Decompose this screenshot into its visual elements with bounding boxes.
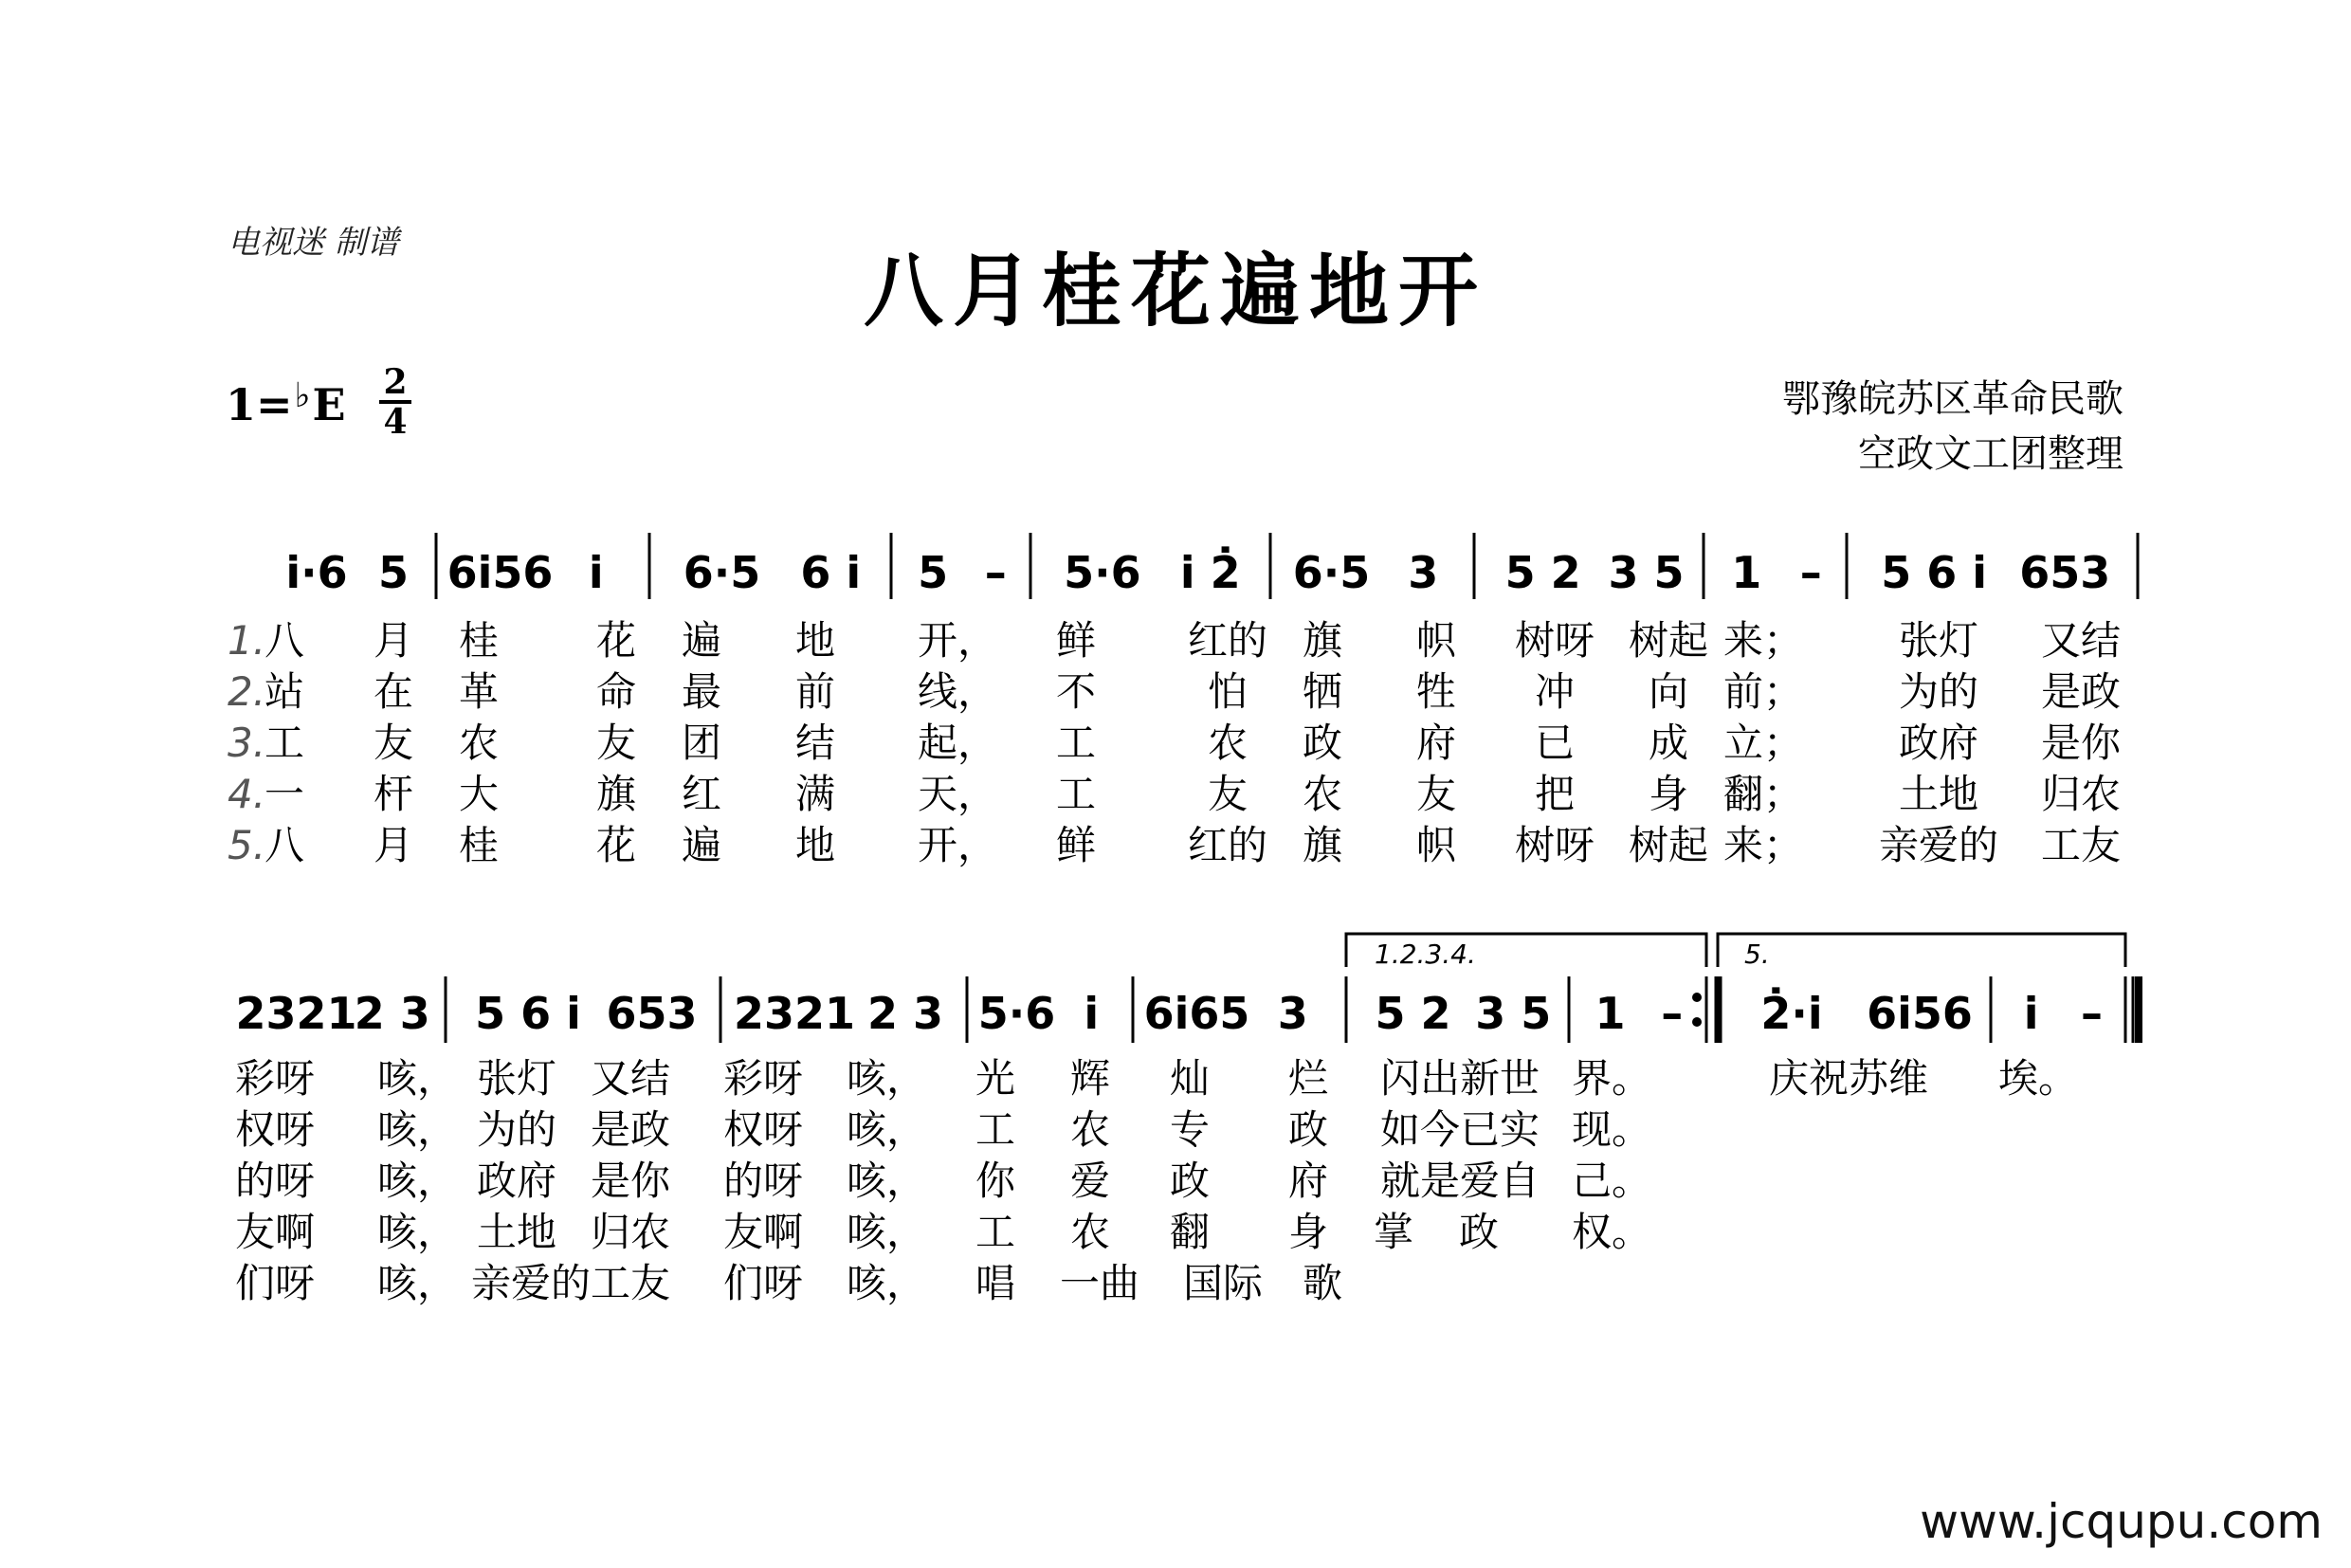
lyric-syllable: 张灯 — [476, 1055, 557, 1102]
origin-line-1: 鄂豫皖苏区革命民歌 — [1782, 377, 2123, 421]
lyric-syllable: 的呀 — [722, 1158, 804, 1204]
lyric-syllable: 大 — [458, 771, 500, 817]
note-group: 653 — [2019, 547, 2111, 598]
lyric-syllable: 团 — [681, 720, 722, 766]
meter-numerator: 2 — [383, 362, 408, 402]
note-group: 2̇·i̇ — [1760, 988, 1823, 1039]
lyric-syllable: 是政 — [590, 1106, 671, 1153]
note-group: 5 — [377, 547, 410, 598]
lyric-syllable: 遍 — [681, 617, 722, 664]
note-group: 5 6 i̇ — [1881, 547, 1988, 598]
lyric-syllable: 成 — [1648, 720, 1689, 766]
lyric-syllable: 一曲 — [1059, 1260, 1140, 1306]
note-group: 1 — [1731, 547, 1762, 598]
lyric-syllable: 最 — [681, 668, 722, 715]
lyric-syllable: 咳， — [846, 1055, 927, 1102]
lyric-syllable: 向 — [1648, 668, 1689, 715]
lyric-syllable: 工 — [975, 1209, 1016, 1255]
lyric-syllable: 光 — [975, 1055, 1016, 1102]
lyric-syllable: 咳， — [376, 1055, 458, 1102]
note-group: 3 5 — [1475, 988, 1552, 1039]
verse-number: 3. — [228, 720, 266, 766]
note-group: 6 i̇ — [800, 547, 862, 598]
arranger-credit: 电视迷 制谱 — [228, 224, 399, 262]
lyric-syllable: 鲜 — [1055, 617, 1097, 664]
verse-number: 2. — [228, 668, 266, 715]
origin-line-2: 空政文工团整理 — [1858, 432, 2123, 476]
lyric-syllable: 政 — [1287, 1106, 1329, 1153]
lyric-syllable: 旗 — [1302, 617, 1343, 664]
note-group: – — [1799, 547, 1822, 598]
lyric-syllable: 花 — [595, 822, 637, 868]
lyric-syllable: 你 — [975, 1158, 1016, 1204]
lyric-syllable: 命 — [595, 668, 637, 715]
lyric-syllable: 不 — [1055, 668, 1097, 715]
lyric-syllable: 是你 — [2040, 720, 2122, 766]
note-group: i̇ — [1084, 988, 1100, 1039]
lyric-syllable: 农 — [458, 720, 500, 766]
verse-number: 5. — [228, 822, 266, 868]
lyric-syllable: 树呀 — [1514, 617, 1595, 664]
lyric-syllable: 身 — [1648, 771, 1689, 817]
lyric-syllable: 歌 — [1302, 1260, 1343, 1306]
lyric-syllable: 亲爱的 — [470, 1260, 592, 1306]
lyric-syllable: 府 — [1287, 1158, 1329, 1204]
note-group: 5 — [918, 547, 949, 598]
lyric-syllable: 帜 — [1415, 822, 1457, 868]
note-group: 3 — [1277, 988, 1308, 1039]
lyric-syllable: 咳， — [846, 1158, 927, 1204]
lyric-syllable: 彩呀 — [722, 1055, 804, 1102]
lyric-syllable: 开， — [917, 617, 998, 664]
lyric-syllable: 咳， — [846, 1106, 927, 1153]
lyric-syllable: 归农 — [2040, 771, 2122, 817]
lyric-syllable: 权呀 — [234, 1106, 316, 1153]
lyric-syllable: 是你 — [590, 1158, 671, 1204]
lyric-syllable: 咳， — [376, 1158, 458, 1204]
lyric-syllable: 杆 — [373, 771, 414, 817]
lyric-syllable: 花 — [595, 617, 637, 664]
lyric-syllable: 闪出新世 — [1379, 1055, 1540, 1102]
lyric-syllable: 月 — [373, 617, 414, 664]
lyric-syllable: 翻； — [1722, 771, 1804, 817]
lyric-syllable: 咳， — [376, 1260, 458, 1306]
lyric-syllable: 友啊 — [722, 1209, 804, 1255]
note-group: – — [1661, 988, 1684, 1039]
note-group: 6i̇56 — [447, 547, 554, 598]
lyric-syllable: 旗 — [595, 771, 637, 817]
lyric-syllable: 来； — [1722, 822, 1804, 868]
lyric-syllable: 站 — [264, 668, 305, 715]
lyric-syllable: 彩呀 — [234, 1055, 316, 1102]
volta-label-2: 5. — [1744, 939, 1770, 970]
lyric-syllable: 工 — [264, 720, 305, 766]
key-note: E — [312, 379, 346, 430]
lyric-syllable: 为的 — [476, 1106, 557, 1153]
lyric-syllable: 桂 — [458, 617, 500, 664]
lyric-syllable: 咳， — [376, 1209, 458, 1255]
lyric-syllable: 在 — [373, 668, 414, 715]
lyric-syllable: 界。 — [1571, 1055, 1652, 1102]
lyric-syllable: 唱 — [975, 1260, 1016, 1306]
note-group: – — [2081, 988, 2103, 1039]
verse-number: 4. — [228, 771, 266, 817]
lyric-syllable: 开， — [917, 822, 998, 868]
system2-lyrics — [235, 1055, 2078, 1306]
lyric-syllable: 前； — [1722, 668, 1804, 715]
lyric-syllable: 咳， — [376, 1106, 458, 1153]
lyric-syllable: 爱 — [1069, 1158, 1111, 1204]
note-group: 6i̇65 — [1143, 988, 1250, 1039]
lyric-syllable: 友啊 — [234, 1209, 316, 1255]
lyric-syllable: 红的 — [1187, 617, 1268, 664]
system2-notes — [235, 987, 2103, 1039]
lyric-syllable: 辉 — [1069, 1055, 1111, 1102]
lyric-syllable: 立； — [1722, 720, 1804, 766]
lyric-syllable: 咳， — [846, 1209, 927, 1255]
lyric-syllable: 工 — [975, 1106, 1016, 1153]
lyric-syllable: 就是爱自 — [1379, 1158, 1540, 1204]
lyric-syllable: 红的 — [1187, 822, 1268, 868]
lyric-syllable: 庆祝苏维 — [1768, 1055, 1929, 1102]
note-group: 5·6 — [1064, 547, 1141, 598]
lyric-syllable: 咳， — [846, 1260, 927, 1306]
lyric-syllable: 烂 — [1287, 1055, 1329, 1102]
lyric-syllable: 又结 — [2040, 617, 2122, 664]
lyric-syllable: 线， — [917, 668, 998, 715]
lyric-syllable: 翻 — [1169, 1209, 1211, 1255]
lyric-syllable: 工 — [1055, 720, 1097, 766]
lyric-syllable: 树呀 — [1514, 822, 1595, 868]
lyric-syllable: 冲 — [1534, 668, 1576, 715]
note-group: 5 6 i̇ — [475, 988, 581, 1039]
note-group: 653 — [606, 988, 698, 1039]
lyric-syllable: 土地 — [476, 1209, 557, 1255]
note-group: 6·5 — [1292, 547, 1371, 598]
lyric-syllable: 友 — [595, 720, 637, 766]
lyric-syllable: 农 — [1207, 720, 1248, 766]
meter-denominator: 4 — [383, 402, 408, 442]
lyric-syllable: 天， — [917, 771, 998, 817]
note-group: 2321 — [733, 988, 856, 1039]
verse-number: 1. — [228, 617, 266, 664]
volta-label-1: 1.2.3.4. — [1375, 939, 1476, 970]
note-group: 2 3 — [866, 988, 944, 1039]
lyric-syllable: 怕 — [1207, 668, 1248, 715]
lyric-syllable: 前 — [794, 668, 836, 715]
lyric-syllable: 亲爱的 — [1878, 822, 1999, 868]
lyric-syllable: 旗 — [1302, 822, 1343, 868]
lyric-syllable: 政府 — [1898, 720, 1979, 766]
lyric-syllable: 们呀 — [234, 1260, 316, 1306]
note-group: 5 2 — [1504, 547, 1581, 598]
flat-sign: ♭ — [294, 375, 311, 415]
lyric-syllable: 一 — [264, 771, 305, 817]
lyric-syllable: 是政 — [2040, 668, 2122, 715]
lyric-syllable: 红 — [681, 771, 722, 817]
lyric-syllable: 月 — [373, 822, 414, 868]
note-group: i̇ 2̇ — [1179, 547, 1241, 598]
lyric-syllable: 灿 — [1169, 1055, 1211, 1102]
lyric-syllable: 政府 — [476, 1158, 557, 1204]
lyric-syllable: 桂 — [458, 822, 500, 868]
lyric-syllable: 府 — [1415, 720, 1457, 766]
lyric-syllable: 起， — [917, 720, 998, 766]
lyric-syllable: 们呀 — [722, 1260, 804, 1306]
system1-lyrics — [228, 617, 2122, 868]
repeat-dot — [1692, 993, 1702, 1002]
volta-brackets — [1346, 934, 2125, 970]
lyric-syllable: 牺 — [1302, 668, 1343, 715]
lyric-syllable: 八 — [264, 822, 305, 868]
system1-notes — [285, 546, 2110, 598]
note-group: 3 — [1408, 547, 1439, 598]
note-group: i̇ — [2023, 988, 2039, 1039]
note-group: 5·6 — [977, 988, 1056, 1039]
lyric-syllable: 权。 — [1571, 1209, 1652, 1255]
lyric-syllable: 农 — [1069, 1106, 1111, 1153]
lyric-syllable: 结 — [794, 720, 836, 766]
lyric-syllable: 政 — [1458, 1209, 1500, 1255]
lyric-syllable: 来； — [1722, 617, 1804, 664]
lyric-syllable: 工友 — [2040, 822, 2122, 868]
note-group: 6·5 — [683, 547, 761, 598]
lyric-syllable: 埃。 — [1997, 1055, 2079, 1102]
note-group: 5 2 — [1375, 988, 1451, 1039]
lyric-syllable: 如今已实 — [1379, 1106, 1540, 1153]
lyric-syllable: 的呀 — [234, 1158, 316, 1204]
lyric-syllable: 土地 — [1898, 771, 1979, 817]
note-group: 3 5 — [1608, 547, 1685, 598]
lyric-syllable: 己。 — [1571, 1158, 1652, 1204]
lyric-syllable: 权呀 — [722, 1106, 804, 1153]
lyric-syllable: 归农 — [590, 1209, 671, 1255]
lyric-syllable: 八 — [264, 617, 305, 664]
lyric-syllable: 友 — [373, 720, 414, 766]
lyric-syllable: 国际 — [1182, 1260, 1264, 1306]
note-group: – — [984, 547, 1007, 598]
lyric-syllable: 工友 — [590, 1260, 671, 1306]
lyric-syllable: 农 — [1069, 1209, 1111, 1255]
lyric-syllable: 身 — [1287, 1209, 1329, 1255]
lyric-syllable: 掌 — [1373, 1209, 1414, 1255]
site-watermark: www.jcqupu.com — [1920, 1494, 2323, 1549]
lyric-syllable: 为的 — [1898, 668, 1979, 715]
song-title: 八月桂花遍地开 — [863, 244, 1487, 337]
lyric-syllable: 遍 — [681, 822, 722, 868]
note-group: 1 — [1595, 988, 1626, 1039]
lyric-syllable: 满 — [794, 771, 836, 817]
repeat-dot — [1692, 1017, 1702, 1027]
lyric-syllable: 农 — [1302, 771, 1343, 817]
note-group: 2321 — [235, 988, 357, 1039]
note-group: 6i̇56 — [1867, 988, 1973, 1039]
lyric-syllable: 把 — [1534, 771, 1576, 817]
note-group: i̇ — [588, 547, 604, 598]
lyric-syllable: 革 — [458, 668, 500, 715]
lyric-syllable: 树起 — [1628, 822, 1709, 868]
lyric-syllable: 友 — [1415, 771, 1457, 817]
lyric-syllable: 又结 — [590, 1055, 671, 1102]
lyric-syllable: 牲 — [1415, 668, 1457, 715]
lyric-syllable: 工 — [1055, 771, 1097, 817]
lyric-syllable: 地 — [794, 617, 836, 664]
note-group: i̇·6 — [285, 547, 348, 598]
lyric-syllable: 政 — [1169, 1158, 1211, 1204]
lyric-syllable: 政 — [1302, 720, 1343, 766]
lyric-syllable: 现。 — [1571, 1106, 1652, 1153]
lyric-syllable: 地 — [794, 822, 836, 868]
volta-bracket-2 — [1718, 934, 2125, 967]
lyric-syllable: 树起 — [1628, 617, 1709, 664]
note-group: 2 3 — [354, 988, 430, 1039]
lyric-syllable: 鲜 — [1055, 822, 1097, 868]
lyric-syllable: 友 — [1207, 771, 1248, 817]
lyric-syllable: 帜 — [1415, 617, 1457, 664]
lyric-syllable: 张灯 — [1898, 617, 1979, 664]
key-prefix: 1= — [226, 379, 293, 430]
lyric-syllable: 已 — [1534, 720, 1576, 766]
lyric-syllable: 专 — [1169, 1106, 1211, 1153]
